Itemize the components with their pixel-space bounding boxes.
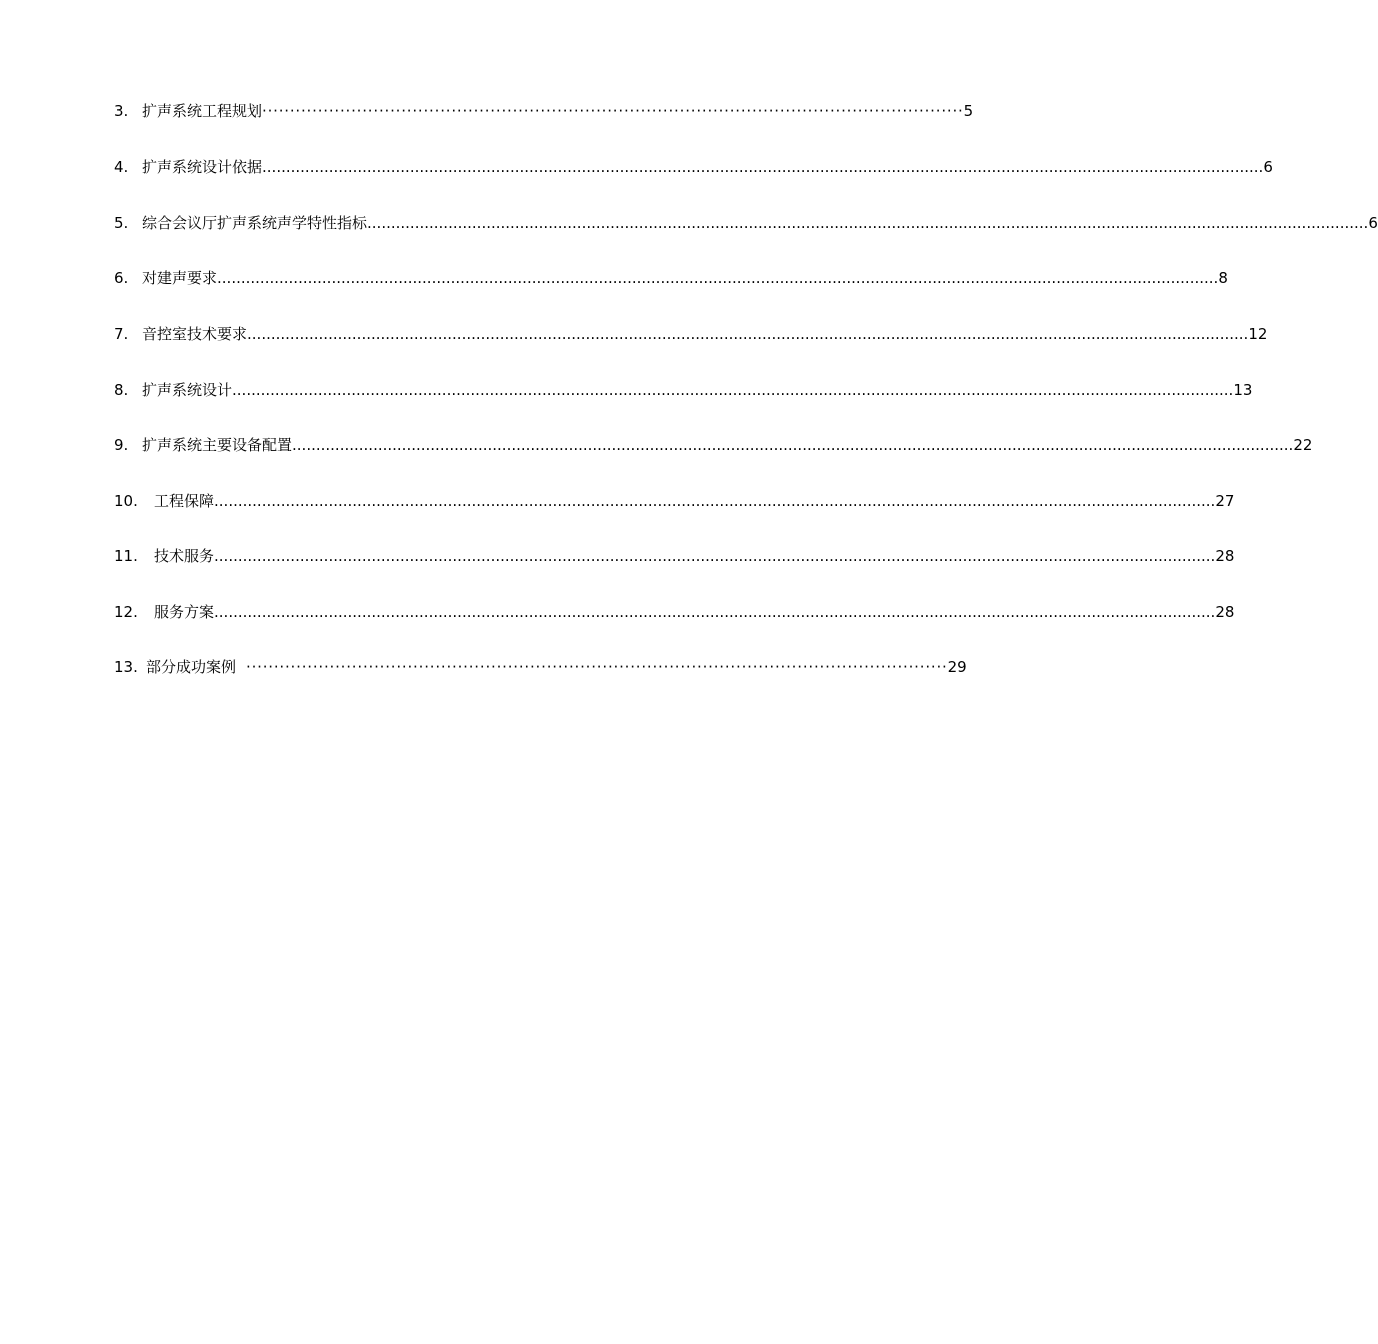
toc-entry-page: 13 (1233, 381, 1253, 399)
toc-entry[interactable] (114, 100, 974, 122)
toc-entry[interactable] (114, 212, 1378, 234)
toc-entry-number: 8. (114, 381, 129, 399)
toc-entry-page: 28 (1215, 547, 1235, 565)
toc-dot-leader: .................................................................................................................................................................................................................. (214, 547, 1216, 565)
toc-entry-number: 7. (114, 325, 129, 343)
toc-entry-page: 29 (947, 658, 967, 676)
toc-entry-title: 音控室技术要求 (142, 325, 248, 343)
toc-entry-number: 9. (114, 436, 129, 454)
toc-entry-page: 6 (1368, 214, 1378, 232)
toc-dot-leader: ······························································································································ (246, 658, 948, 676)
toc-entry-title: 扩声系统设计 (142, 381, 233, 399)
toc-entry-number: 12. (114, 603, 138, 621)
toc-entry-title: 工程保障 (154, 492, 215, 510)
toc-entry-number: 6. (114, 269, 129, 287)
toc-entry-page: 5 (963, 102, 974, 120)
toc-entry-title: 对建声要求 (142, 269, 218, 287)
toc-entry-page: 8 (1218, 269, 1228, 287)
toc-entry-title: 综合会议厅扩声系统声学特性指标 (142, 214, 368, 232)
toc-entry-page: 27 (1215, 492, 1235, 510)
toc-entry[interactable] (114, 601, 1235, 623)
toc-entry-number: 3. (114, 102, 129, 120)
toc-entry[interactable] (114, 267, 1228, 289)
toc-entry-title: 技术服务 (154, 547, 215, 565)
toc-dot-leader: .................................................................................................................................................................................................................. (247, 325, 1249, 343)
toc-dot-leader: .................................................................................................................................................................................................................. (217, 269, 1219, 287)
toc-entry[interactable] (114, 156, 1273, 178)
toc-entry-title: 扩声系统主要设备配置 (142, 436, 293, 454)
toc-dot-leader: .................................................................................................................................................................................................................. (214, 603, 1216, 621)
toc-entry-number: 4. (114, 158, 129, 176)
toc-entry-number: 11. (114, 547, 138, 565)
toc-entry-page: 6 (1263, 158, 1273, 176)
toc-dot-leader: .................................................................................................................................................................................................................. (262, 158, 1264, 176)
toc-dot-leader: ······························································································································ (262, 102, 964, 120)
toc-dot-leader: .................................................................................................................................................................................................................. (232, 381, 1234, 399)
toc-entry[interactable] (114, 434, 1313, 456)
toc-entry[interactable] (114, 656, 967, 678)
toc-dot-leader: .................................................................................................................................................................................................................. (292, 436, 1294, 454)
toc-entry-title: 服务方案 (154, 603, 215, 621)
toc-entry-title: 部分成功案例 (146, 658, 237, 676)
toc-entry[interactable] (114, 545, 1235, 567)
toc-entry-page: 28 (1215, 603, 1235, 621)
toc-entry-number: 13. (114, 658, 138, 676)
toc-entry[interactable] (114, 379, 1253, 401)
toc-entry-page: 12 (1248, 325, 1268, 343)
toc-entry-title: 扩声系统设计依据 (142, 158, 263, 176)
toc-dot-leader: .................................................................................................................................................................................................................. (214, 492, 1216, 510)
toc-entry-title: 扩声系统工程规划 (142, 102, 263, 120)
toc-entry[interactable] (114, 490, 1235, 512)
toc-entry[interactable] (114, 323, 1268, 345)
toc-entry-number: 10. (114, 492, 138, 510)
toc-entry-page: 22 (1293, 436, 1313, 454)
toc-entry-number: 5. (114, 214, 129, 232)
toc-dot-leader: .................................................................................................................................................................................................................. (367, 214, 1369, 232)
